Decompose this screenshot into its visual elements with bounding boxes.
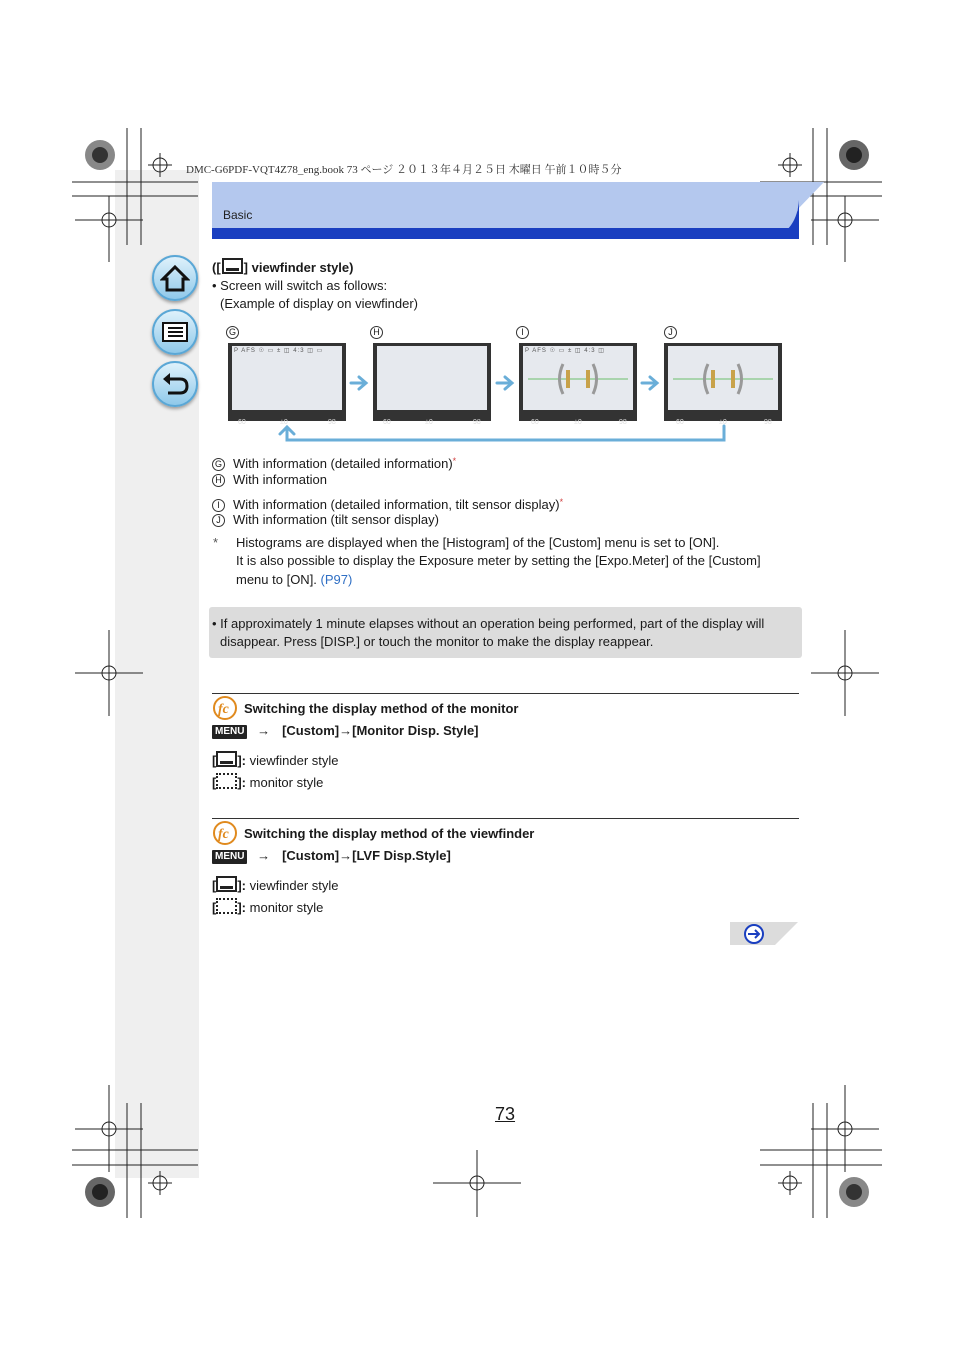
legend-item-j: J With information (tilt sensor display) (212, 511, 439, 529)
viewfinder-style-heading: ([ ] viewfinder style) (212, 260, 354, 275)
viewfinder-section-title: Switching the display method of the viewfinder (244, 826, 535, 841)
print-info-line: DMC-G6PDF-VQT4Z78_eng.book 73 ページ ２０１３年４月２５日 木曜日 午前１０時５分 (186, 164, 622, 176)
divider (212, 818, 799, 819)
page-97-link[interactable]: (P97) (320, 572, 353, 587)
list-icon (160, 317, 190, 347)
viewfinder-style-icon (216, 751, 237, 767)
note-line-2: disappear. Press [DISP.] or touch the monitor to make the display reappear. (220, 634, 654, 649)
monitor-section-title: Switching the display method of the monitor (244, 701, 519, 716)
screen-i: P AFS ☉ ▭ ± ◫ 4:3 ◫ 60 ±0 98 (519, 343, 637, 421)
footnote-line-3: menu to [ON]. (P97) (236, 572, 353, 587)
custom-menu-icon (213, 696, 238, 721)
viewfinder-style-icon (222, 258, 243, 274)
contents-button[interactable] (152, 309, 198, 355)
arrow-right-icon (745, 925, 763, 943)
monitor-option-viewfinder: [ ]: viewfinder style (212, 753, 339, 768)
page-number: 73 (495, 1104, 516, 1124)
screen-letter-j: J (664, 323, 685, 341)
note-line-1: • If approximately 1 minute elapses without an operation being performed, part of the display will (212, 616, 765, 631)
viewfinder-option-viewfinder: [ ]: viewfinder style (212, 878, 339, 893)
screen-letter-g: G (226, 323, 247, 341)
svg-text:fc: fc (218, 827, 229, 842)
menu-chip: MENU (212, 850, 247, 864)
home-button[interactable] (152, 255, 198, 301)
screen-g: P AFS ☉ ▭ ± ◫ 4:3 ◫ ▭ 60 ±0 98 (228, 343, 346, 421)
home-icon (160, 263, 190, 293)
example-text: (Example of display on viewfinder) (220, 296, 418, 311)
screen-j: 60 ±0 98 (664, 343, 782, 421)
legend-item-h: H With information (212, 471, 327, 489)
viewfinder-menu-path: MENU → [Custom]→[LVF Disp.Style] (212, 847, 451, 865)
viewfinder-option-monitor: [ ]: monitor style (212, 900, 324, 915)
monitor-menu-path: MENU → [Custom]→[Monitor Disp. Style] (212, 722, 479, 740)
screen-letter-h: H (370, 323, 391, 341)
back-button[interactable] (152, 361, 198, 407)
monitor-style-icon (216, 773, 237, 789)
legend-item-i: I With information (detailed information, tilt sensor display)* (212, 493, 563, 514)
header-band (212, 170, 824, 240)
monitor-style-icon (216, 898, 237, 914)
cycle-arrows (228, 370, 788, 445)
divider (212, 693, 799, 694)
screen-h: 60 ±0 98 (373, 343, 491, 421)
section-label: Basic (223, 208, 253, 222)
monitor-option-monitor: [ ]: monitor style (212, 775, 324, 790)
footnote-line-2: It is also possible to display the Exposure meter by setting the [Expo.Meter] of the [Custom] (236, 553, 761, 568)
footnote-line-1: Histograms are displayed when the [Histogram] of the [Custom] menu is set to [ON]. (236, 535, 720, 550)
legend-item-g: G With information (detailed information)* (212, 452, 456, 473)
next-page-button[interactable] (730, 922, 798, 945)
svg-text:fc: fc (218, 702, 229, 717)
bullet-text: • Screen will switch as follows: (212, 278, 388, 293)
footnote-mark: * (213, 535, 219, 550)
screen-letter-i: I (516, 323, 537, 341)
viewfinder-style-icon (216, 876, 237, 892)
return-icon (160, 369, 190, 399)
custom-menu-icon (213, 821, 238, 846)
menu-chip: MENU (212, 725, 247, 739)
